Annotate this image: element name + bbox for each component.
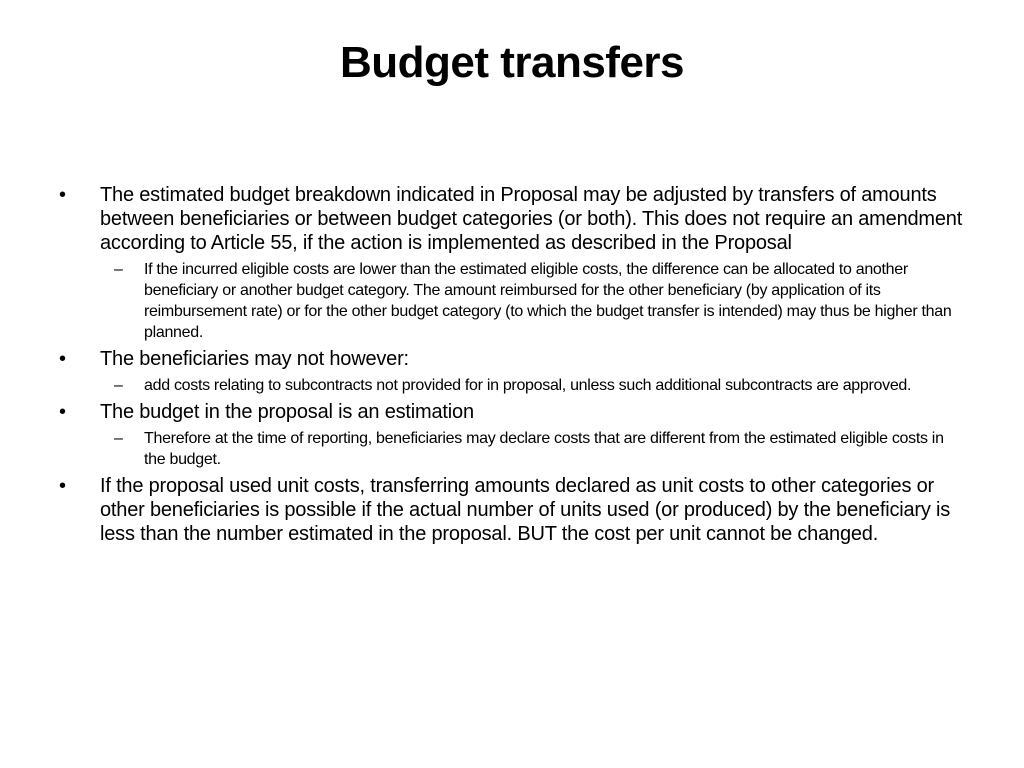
bullet-dot-icon: • (59, 184, 66, 206)
bullet-dot-icon: • (59, 475, 66, 497)
bullet-dot-icon: • (59, 348, 66, 370)
sub-bullet-text: If the incurred eligible costs are lower than the estimated eligible costs, the difference can be allocated to another beneficiary or another budget category. The amount reimbursed for the other beneficiary (by application of its reimbursement rate) or for the other budget category (to which the budget transfer is intended) may thus be higher than planned. (144, 261, 952, 341)
bullet-text: The estimated budget breakdown indicated in Proposal may be adjusted by transfers of amounts between beneficiaries or between budget categories (or both). This does not require an amendment according to Article 55, if the action is implemented as described in the Proposal (100, 184, 963, 254)
bullet-point (56, 474, 964, 546)
bullet-text: The beneficiaries may not however: (100, 348, 409, 370)
bullet-point (56, 347, 964, 371)
bullet-dot-icon: • (59, 401, 66, 423)
dash-bullet-icon: – (114, 377, 123, 394)
dash-bullet-icon: – (114, 261, 123, 278)
sub-bullet-point (100, 375, 964, 396)
sub-bullet-text: Therefore at the time of reporting, beneficiaries may declare costs that are different from the estimated eligible costs in the budget. (144, 430, 944, 468)
sub-bullet-text: add costs relating to subcontracts not provided for in proposal, unless such additional subcontracts are approved. (144, 377, 912, 394)
sub-bullet-point (100, 428, 964, 470)
bullet-point (56, 183, 964, 255)
slide-body (56, 183, 964, 550)
slide-title: Budget transfers (339, 38, 685, 87)
dash-bullet-icon: – (114, 430, 123, 447)
bullet-text: If the proposal used unit costs, transferring amounts declared as unit costs to other categories or other beneficiaries is possible if the actual number of units used (or produced) by the beneficiary is less than the number estimated in the proposal. BUT the cost per unit cannot be changed. (100, 475, 951, 545)
sub-bullet-point (100, 259, 964, 343)
bullet-text: The budget in the proposal is an estimation (100, 401, 474, 423)
bullet-point (56, 400, 964, 424)
